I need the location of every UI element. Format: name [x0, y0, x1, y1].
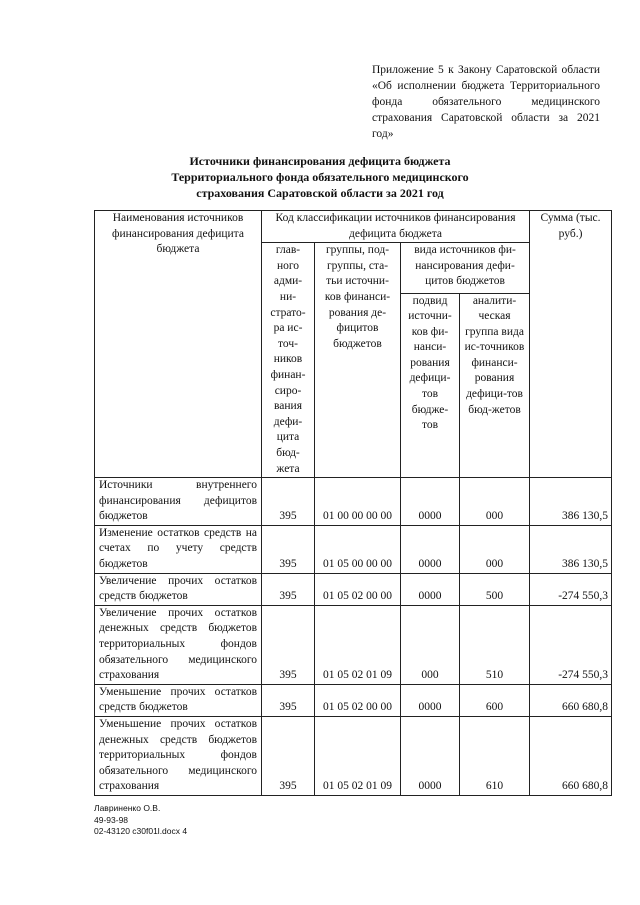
header-code-group: Код классификации источников финансирования дефицита бюджета: [262, 211, 530, 243]
row-name: Уменьшение прочих остатков денежных средств бюджетов территориальных фондов обязательного медицинского страхования: [95, 717, 262, 796]
row-admin: 395: [262, 717, 315, 796]
appendix-note: Приложение 5 к Закону Саратовской области «Об исполнении бюджета Территориального фонда обязательного медицинского страхования Саратовской области за 2021 год»: [372, 64, 600, 140]
footer-file: 02-43120 c30f01l.docx 4: [94, 826, 188, 836]
row-name: Увеличение прочих остатков денежных средств бюджетов территориальных фондов обязательного медицинского страхования: [95, 605, 262, 684]
row-subkind: 0000: [401, 525, 460, 573]
title-line: Источники финансирования дефицита бюджета: [189, 154, 451, 168]
header-analytic: аналити-ческая группа вида ис-точников финанси-рования дефици-тов бюд-жетов: [460, 293, 530, 478]
row-name: Источники внутреннего финансирования дефицитов бюджетов: [95, 478, 262, 526]
footer-author: Лавриненко О.В.: [94, 803, 161, 813]
document-title: [150, 153, 490, 201]
row-analytic: 600: [460, 684, 530, 716]
table-row: [95, 684, 612, 716]
row-analytic: 510: [460, 605, 530, 684]
row-subkind: 0000: [401, 573, 460, 605]
row-sum: 386 130,5: [530, 525, 612, 573]
row-code: 01 05 00 00 00: [315, 525, 401, 573]
row-code: 01 05 02 00 00: [315, 573, 401, 605]
header-sum: Сумма (тыс. руб.): [530, 211, 612, 478]
table-row: [95, 525, 612, 573]
row-analytic: 610: [460, 717, 530, 796]
table-row: [95, 717, 612, 796]
table-row: [95, 605, 612, 684]
header-name: Наименования источников финансирования дефицита бюджета: [95, 211, 262, 478]
row-subkind: 000: [401, 605, 460, 684]
row-admin: 395: [262, 605, 315, 684]
row-sum: 660 680,8: [530, 717, 612, 796]
row-name: Увеличение прочих остатков средств бюджетов: [95, 573, 262, 605]
row-name: Уменьшение прочих остатков средств бюджетов: [95, 684, 262, 716]
header-kind: вида источников фи-нансирования дефи-цитов бюджетов: [401, 243, 530, 293]
row-subkind: 0000: [401, 478, 460, 526]
row-analytic: 000: [460, 478, 530, 526]
row-code: 01 05 02 01 09: [315, 717, 401, 796]
row-analytic: 500: [460, 573, 530, 605]
header-groups: группы, под-группы, ста-тьи источни-ков финанси-рования де-фицитов бюджетов: [315, 243, 401, 478]
row-admin: 395: [262, 684, 315, 716]
row-code: 01 05 02 00 00: [315, 684, 401, 716]
row-admin: 395: [262, 525, 315, 573]
row-code: 01 00 00 00 00: [315, 478, 401, 526]
title-line: страхования Саратовской области за 2021 год: [196, 186, 444, 200]
table-row: [95, 573, 612, 605]
row-subkind: 0000: [401, 717, 460, 796]
header-subkind: подвид источни-ков фи-нанси-рования дефици-тов бюдже-тов: [401, 293, 460, 478]
title-line: Территориального фонда обязательного медицинского: [171, 170, 469, 184]
document-footer: [94, 803, 187, 838]
header-admin: глав-ного адми-ни-страто-ра ис-точ-ников финан-сиро-вания дефи-цита бюд-жета: [262, 243, 315, 478]
row-code: 01 05 02 01 09: [315, 605, 401, 684]
row-admin: 395: [262, 573, 315, 605]
financing-sources-table: [94, 210, 612, 796]
row-subkind: 0000: [401, 684, 460, 716]
table-row: [95, 478, 612, 526]
row-sum: 660 680,8: [530, 684, 612, 716]
row-sum: -274 550,3: [530, 605, 612, 684]
footer-phone: 49-93-98: [94, 814, 129, 825]
row-sum: 386 130,5: [530, 478, 612, 526]
row-name: Изменение остатков средств на счетах по учету средств бюджетов: [95, 525, 262, 573]
row-admin: 395: [262, 478, 315, 526]
row-sum: -274 550,3: [530, 573, 612, 605]
row-analytic: 000: [460, 525, 530, 573]
